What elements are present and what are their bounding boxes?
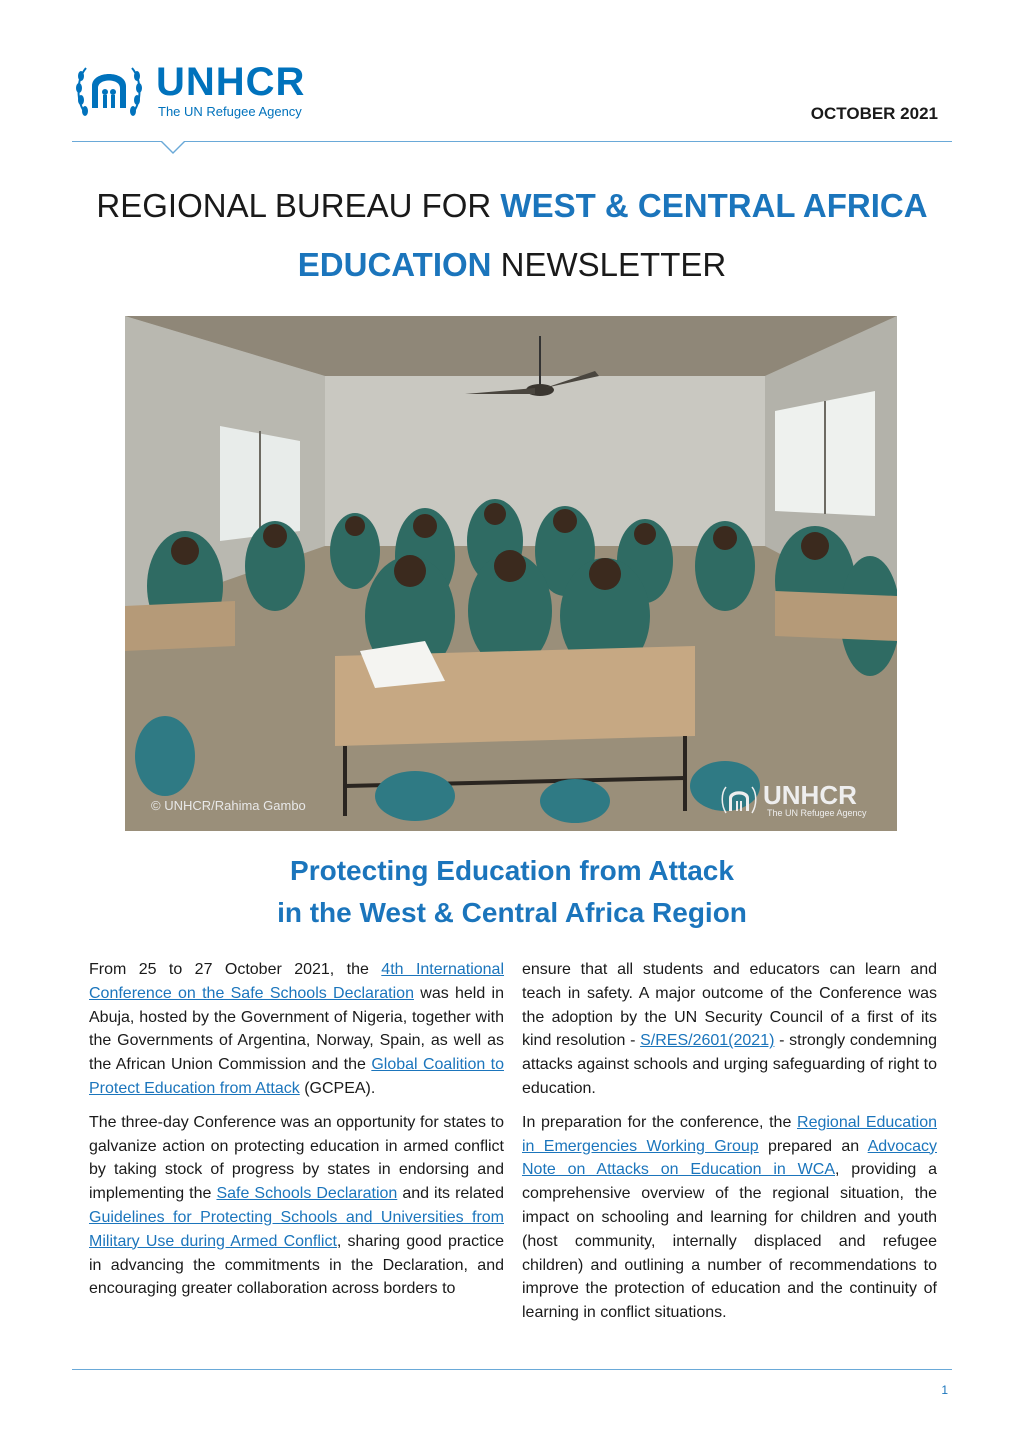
paragraph-2-continued: ensure that all students and educators can learn and teach in safety. A major outcome of the Conference was the adoption by the UN Security Council of a first of its kind resolution - S/RES/2601(2021) - strongly condemning attacks against schools and urging safeguarding of right to education. — [522, 961, 938, 1097]
logo-tagline: The UN Refugee Agency — [158, 104, 302, 119]
continued-text: ensure that all students and educators can learn and teach in safety. A major outcome of the Conference was the adoption by the UN Security Council of a first of its kind resolution - — [522, 961, 937, 1050]
link-security-council-resolution[interactable]: S/RES/2601(2021) — [640, 1032, 775, 1050]
photo-credit: © UNHCR/Rahima Gambo — [151, 798, 306, 813]
link-safe-schools-declaration[interactable]: Safe Schools Declaration — [216, 1185, 398, 1203]
header-divider — [72, 141, 952, 142]
paragraph-2: The three-day Conference was an opportunity for states to galvanize action on protecting education in armed conflict by taking stock of progress by states in endorsing and implementing the Safe Schools Declaration and its related Guidelines for Protecting Schools and Universities from Military Use during Armed Conflict, sharing good practice in advancing the commitments in the Declaration, and encouraging greater collaboration across borders to — [89, 1113, 505, 1298]
newsletter-title-line1: REGIONAL BUREAU FOR WEST & CENTRAL AFRICA — [96, 187, 928, 224]
link-advocacy-note[interactable]: Advocacy Note on Attacks on Education in WCA — [522, 1137, 937, 1179]
classroom-photo — [125, 316, 897, 831]
article-column-left — [89, 958, 504, 1311]
newsletter-title-line2: EDUCATION NEWSLETTER — [297, 246, 727, 283]
issue-date: OCTOBER 2021 — [810, 104, 938, 123]
photo-watermark: UNHCR The UN Refugee Agency — [721, 781, 881, 821]
unhcr-logo — [72, 56, 352, 126]
link-guidelines[interactable]: Guidelines for Protecting Schools and Universities from Military Use during Armed Conflict — [89, 1208, 504, 1250]
page-number: 1 — [941, 1383, 948, 1397]
paragraph-1: From 25 to 27 October 2021, the 4th International Conference on the Safe Schools Declaration was held in Abuja, hosted by the Government of Nigeria, together with the Governments of Argentina, Norway, Spain, as well as the African Union Commission and the Global Coalition to Protect Education from Attack (GCPEA). — [89, 961, 505, 1097]
link-gcpea[interactable]: Global Coalition to Protect Education from Attack — [89, 1056, 504, 1097]
link-safe-schools-conference[interactable]: 4th International Conference on the Safe Schools Declaration — [89, 961, 505, 1002]
logo-wordmark: UNHCR — [156, 60, 306, 104]
article-column-right — [522, 958, 937, 1335]
unhcr-emblem-icon — [72, 56, 146, 124]
unhcr-watermark-icon — [721, 783, 757, 817]
footer-divider — [72, 1369, 952, 1370]
classroom-illustration — [125, 316, 897, 831]
paragraph-3: In preparation for the conference, the Regional Education in Emergencies Working Group prepared an Advocacy Note on Attacks on Education in WCA, providing a comprehensive overview of the regional situation, the impact on schooling and learning for children and youth (host community, internally displaced and refugee children) and outlining a number of recommendations to improve the protection of education and the continuity of learning in conflict situations. — [522, 1113, 937, 1322]
article-headline: Protecting Education from Attack in the West & Central Africa Region — [277, 855, 747, 928]
link-working-group[interactable]: Regional Education in Emergencies Working Group — [522, 1113, 937, 1155]
